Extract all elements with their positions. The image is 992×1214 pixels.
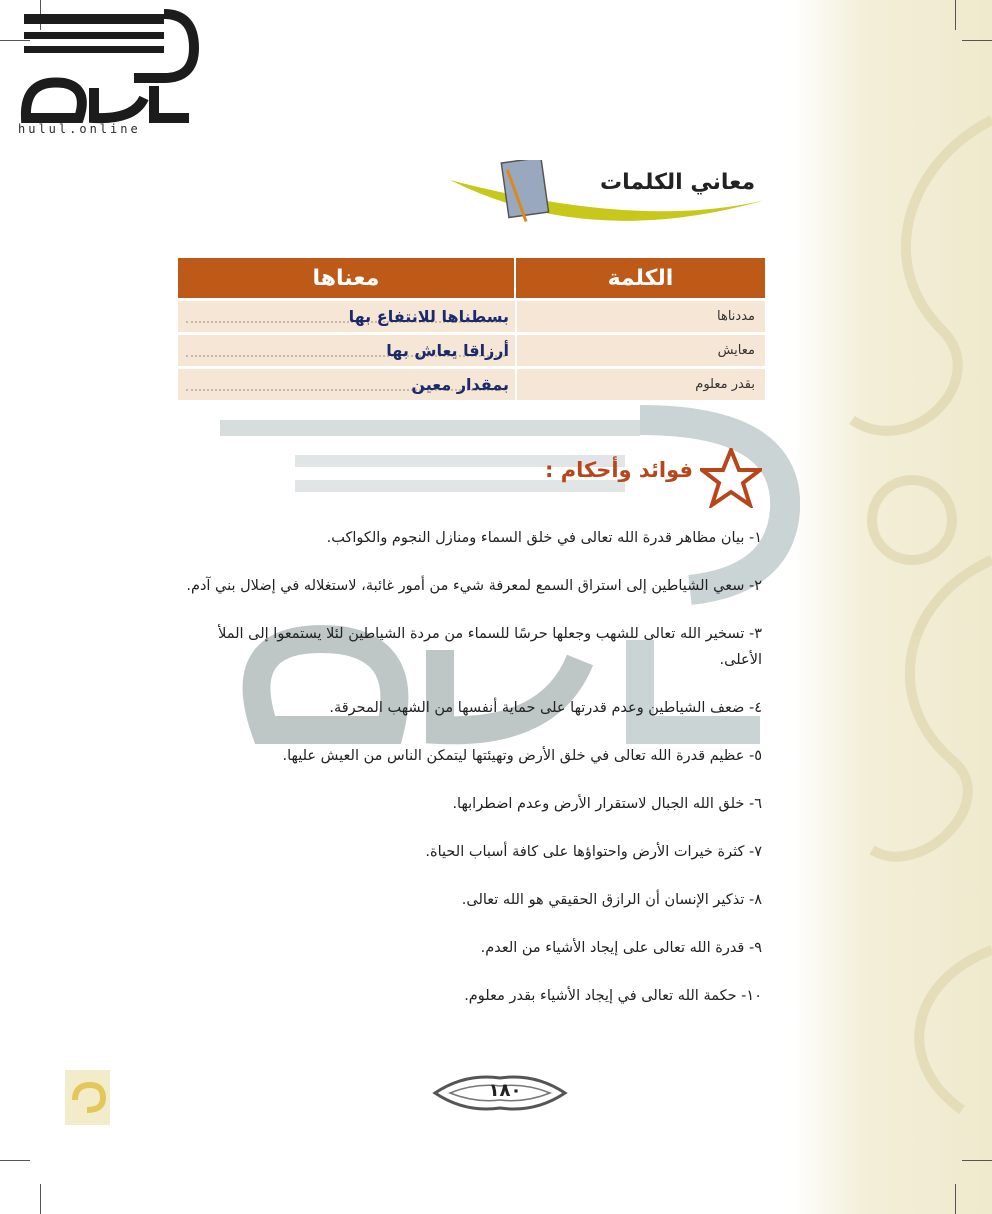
- table-row: [178, 369, 765, 400]
- star-icon: [700, 448, 762, 508]
- table-row: [178, 301, 765, 332]
- decorative-arabesque: [792, 0, 992, 1214]
- word-cell: بقدر معلوم: [515, 369, 765, 400]
- meaning-answer: بسطناها للانتفاع بها: [348, 307, 509, 326]
- vocab-section-title: معاني الكلمات: [600, 170, 756, 195]
- vocab-table: [178, 258, 765, 400]
- meaning-answer: بمقدار معين: [411, 375, 509, 394]
- vocab-table-header: [178, 258, 765, 298]
- crop-mark: [955, 0, 956, 30]
- meaning-cell: [178, 301, 515, 332]
- header-meaning: معناها: [178, 258, 514, 298]
- meaning-cell: [178, 369, 515, 400]
- list-item: ٣- تسخير الله تعالى للشهب وجعلها حرسًا للسماء من مردة الشياطين لئلا يستمعوا إلى الملأ الأعلى.: [218, 626, 762, 668]
- list-item: ١٠- حكمة الله تعالى في إيجاد الأشياء بقدر معلوم.: [464, 988, 762, 1004]
- table-row: [178, 335, 765, 366]
- word-cell: مددناها: [515, 301, 765, 332]
- list-item: ٢- سعي الشياطين إلى استراق السمع لمعرفة شيء من أمور غائبة، لاستغلاله في إضلال بني آدم.: [186, 578, 762, 594]
- meaning-answer: أرزاقا يعاش بها: [386, 341, 509, 360]
- header-word: الكلمة: [514, 258, 765, 298]
- benefits-list: [186, 525, 762, 1031]
- crop-mark: [955, 1184, 956, 1214]
- ministry-emblem-icon: [65, 1070, 110, 1125]
- list-item: ٦- خلق الله الجبال لاستقرار الأرض وعدم اضطرابها.: [452, 796, 762, 812]
- list-item: ٥- عظيم قدرة الله تعالى في خلق الأرض وتهيئتها ليتمكن الناس من العيش عليها.: [282, 748, 762, 764]
- meaning-cell: [178, 335, 515, 366]
- list-item: ٧- كثرة خيرات الأرض واحتواؤها على كافة أسباب الحياة.: [425, 844, 762, 860]
- list-item: ١- بيان مظاهر قدرة الله تعالى في خلق السماء ومنازل النجوم والكواكب.: [326, 530, 762, 546]
- crop-mark: [40, 1184, 41, 1214]
- crop-mark: [962, 1160, 992, 1161]
- page-number: ١٨٠: [488, 1080, 522, 1101]
- crop-mark: [962, 40, 992, 41]
- list-item: ٨- تذكير الإنسان أن الرازق الحقيقي هو الله تعالى.: [461, 892, 762, 908]
- word-cell: معايش: [515, 335, 765, 366]
- crop-mark: [0, 1160, 30, 1161]
- list-item: ٤- ضعف الشياطين وعدم قدرتها على حماية أنفسها من الشهب المحرقة.: [329, 700, 762, 716]
- logo-site-text: hulul.online: [18, 122, 141, 136]
- list-item: ٩- قدرة الله تعالى على إيجاد الأشياء من العدم.: [480, 940, 762, 956]
- benefits-section-title: فوائد وأحكام :: [545, 458, 694, 482]
